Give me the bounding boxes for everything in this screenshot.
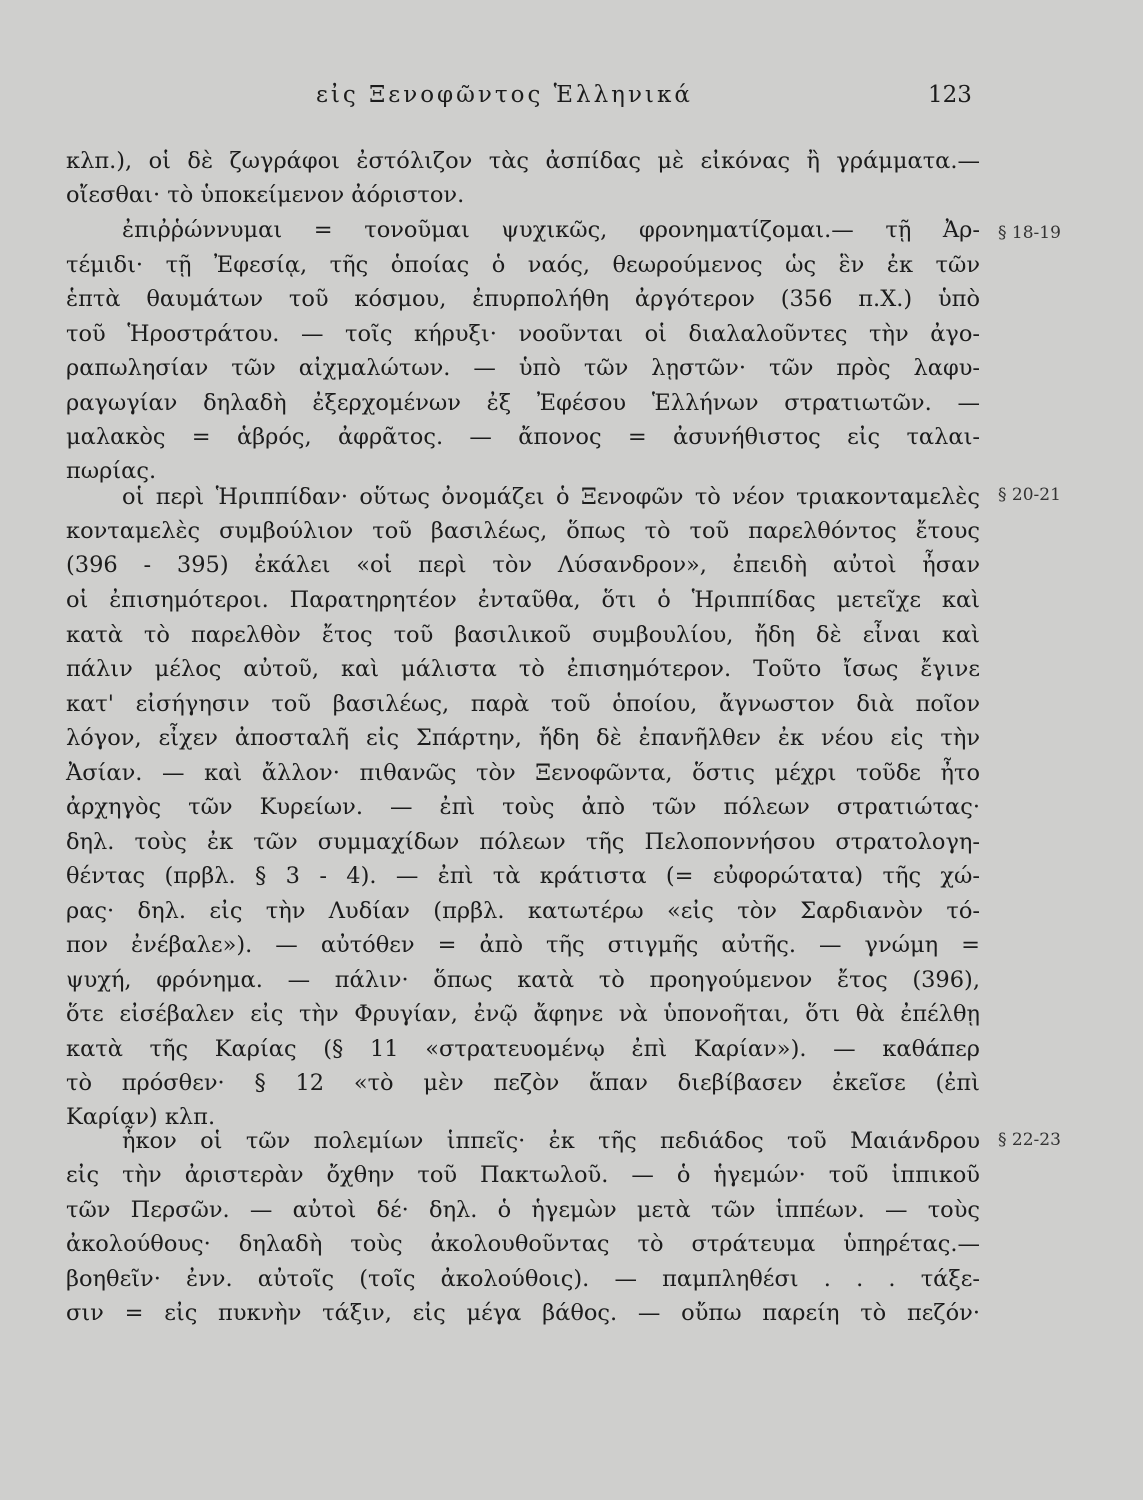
text-line: βοηθεῖν· ἐνν. αὐτοῖς (τοῖς ἀκολούθοις). — παμπληθέσι . . . τάξε- bbox=[66, 1266, 980, 1292]
page-number: 123 bbox=[928, 82, 972, 108]
text-line: πάλιν μέλος αὐτοῦ, καὶ μάλιστα τὸ ἐπισημότερον. Τοῦτο ἴσως ἔγινε bbox=[66, 656, 980, 682]
margin-ref: § 20-21 bbox=[998, 485, 1061, 505]
text-line: ραγωγίαν δηλαδὴ ἐξερχομένων ἐξ Ἐφέσου Ἑλλήνων στρατιωτῶν. — bbox=[66, 390, 980, 416]
text-line: τέμιδι· τῇ Ἐφεσίᾳ, τῆς ὁποίας ὁ ναός, θεωρούμενος ὡς ἓν ἐκ τῶν bbox=[66, 252, 980, 278]
text-line: ρας· δηλ. εἰς τὴν Λυδίαν (πρβλ. κατωτέρω «εἰς τὸν Σαρδιανὸν τό- bbox=[66, 898, 980, 924]
text-line: κλπ.), οἱ δὲ ζωγράφοι ἐστόλιζον τὰς ἀσπίδας μὲ εἰκόνας ἢ γράμματα.— bbox=[66, 148, 980, 174]
text-line: Καρίαν) κλπ. bbox=[66, 1104, 216, 1130]
header-title: εἰς Ξενοφῶντος Ἑλληνικά bbox=[316, 82, 693, 108]
text-line: μαλακὸς = ἁβρός, ἀφρᾶτος. — ἄπονος = ἀσυνήθιστος εἰς ταλαι- bbox=[66, 424, 980, 450]
text-line: ραπωλησίαν τῶν αἰχμαλώτων. — ὑπὸ τῶν λῃστῶν· τῶν πρὸς λαφυ- bbox=[66, 355, 980, 381]
text-line: θέντας (πρβλ. § 3 - 4). — ἐπὶ τὰ κράτιστα (= εὐφορώτατα) τῆς χώ- bbox=[66, 863, 980, 889]
text-line: κονταμελὲς συμβούλιον τοῦ βασιλέως, ὅπως τὸ τοῦ παρελθόντος ἔτους bbox=[66, 518, 980, 544]
text-line: ἑπτὰ θαυμάτων τοῦ κόσμου, ἐπυρπολήθη ἀργότερον (356 π.Χ.) ὑπὸ bbox=[66, 286, 980, 312]
text-line: ἀκολούθους· δηλαδὴ τοὺς ἀκολουθοῦντας τὸ στράτευμα ὑπηρέτας.— bbox=[66, 1231, 980, 1257]
margin-ref: § 18-19 bbox=[998, 223, 1061, 243]
text-line: πωρίας. bbox=[66, 458, 157, 484]
text-line: ἧκον οἱ τῶν πολεμίων ἱππεῖς· ἐκ τῆς πεδιάδος τοῦ Μαιάνδρου bbox=[122, 1128, 980, 1154]
text-line: ψυχή, φρόνημα. — πάλιν· ὅπως κατὰ τὸ προηγούμενον ἔτος (396), bbox=[66, 967, 980, 993]
text-line: σιν = εἰς πυκνὴν τάξιν, εἰς μέγα βάθος. — οὔπω παρείη τὸ πεζόν· bbox=[66, 1300, 980, 1326]
text-line: (396 - 395) ἐκάλει «οἱ περὶ τὸν Λύσανδρον», ἐπειδὴ αὐτοὶ ἦσαν bbox=[66, 552, 980, 578]
text-line: οἱ περὶ Ἡριππίδαν· οὕτως ὀνομάζει ὁ Ξενοφῶν τὸ νέον τριακονταμελὲς bbox=[122, 484, 980, 510]
text-line: κατ' εἰσήγησιν τοῦ βασιλέως, παρὰ τοῦ ὁποίου, ἄγνωστον διὰ ποῖον bbox=[66, 691, 980, 717]
text-line: κατὰ τῆς Καρίας (§ 11 «στρατευομένῳ ἐπὶ Καρίαν»). — καθάπερ bbox=[66, 1036, 980, 1062]
text-line: ἐπιῤῥώννυμαι = τονοῦμαι ψυχικῶς, φρονηματίζομαι.— τῇ Ἀρ- bbox=[122, 217, 980, 243]
text-line: εἰς τὴν ἀριστερὰν ὄχθην τοῦ Πακτωλοῦ. — ὁ ἡγεμών· τοῦ ἱππικοῦ bbox=[66, 1162, 980, 1188]
running-header bbox=[0, 82, 1143, 112]
text-line: οἴεσθαι· τὸ ὑποκείμενον ἀόριστον. bbox=[66, 182, 465, 208]
text-line: ἀρχηγὸς τῶν Κυρείων. — ἐπὶ τοὺς ἀπὸ τῶν πόλεων στρατιώτας· bbox=[66, 794, 980, 820]
text-line: κατὰ τὸ παρελθὸν ἔτος τοῦ βασιλικοῦ συμβουλίου, ἤδη δὲ εἶναι καὶ bbox=[66, 622, 980, 648]
text-line: δηλ. τοὺς ἐκ τῶν συμμαχίδων πόλεων τῆς Πελοποννήσου στρατολογη- bbox=[66, 829, 980, 855]
text-line: τῶν Περσῶν. — αὐτοὶ δέ· δηλ. ὁ ἡγεμὼν μετὰ τῶν ἱππέων. — τοὺς bbox=[66, 1197, 980, 1223]
margin-ref: § 22-23 bbox=[998, 1130, 1061, 1150]
text-line: ὅτε εἰσέβαλεν εἰς τὴν Φρυγίαν, ἐνῷ ἄφηνε νὰ ὑπονοῆται, ὅτι θὰ ἐπέλθῃ bbox=[66, 1001, 980, 1027]
text-line: πον ἐνέβαλε»). — αὐτόθεν = ἀπὸ τῆς στιγμῆς αὐτῆς. — γνώμη = bbox=[66, 932, 980, 958]
text-line: τὸ πρόσθεν· § 12 «τὸ μὲν πεζὸν ἅπαν διεβίβασεν ἐκεῖσε (ἐπὶ bbox=[66, 1070, 980, 1096]
text-line: λόγον, εἶχεν ἀποσταλῆ εἰς Σπάρτην, ἤδη δὲ ἐπανῆλθεν ἐκ νέου εἰς τὴν bbox=[66, 725, 980, 751]
text-line: οἱ ἐπισημότεροι. Παρατηρητέον ἐνταῦθα, ὅτι ὁ Ἡριππίδας μετεῖχε καὶ bbox=[66, 587, 980, 613]
text-line: Ἀσίαν. — καὶ ἄλλον· πιθανῶς τὸν Ξενοφῶντα, ὅστις μέχρι τοῦδε ἦτο bbox=[66, 760, 980, 786]
text-line: τοῦ Ἡροστράτου. — τοῖς κήρυξι· νοοῦνται οἱ διαλαλοῦντες τὴν ἀγο- bbox=[66, 321, 980, 347]
